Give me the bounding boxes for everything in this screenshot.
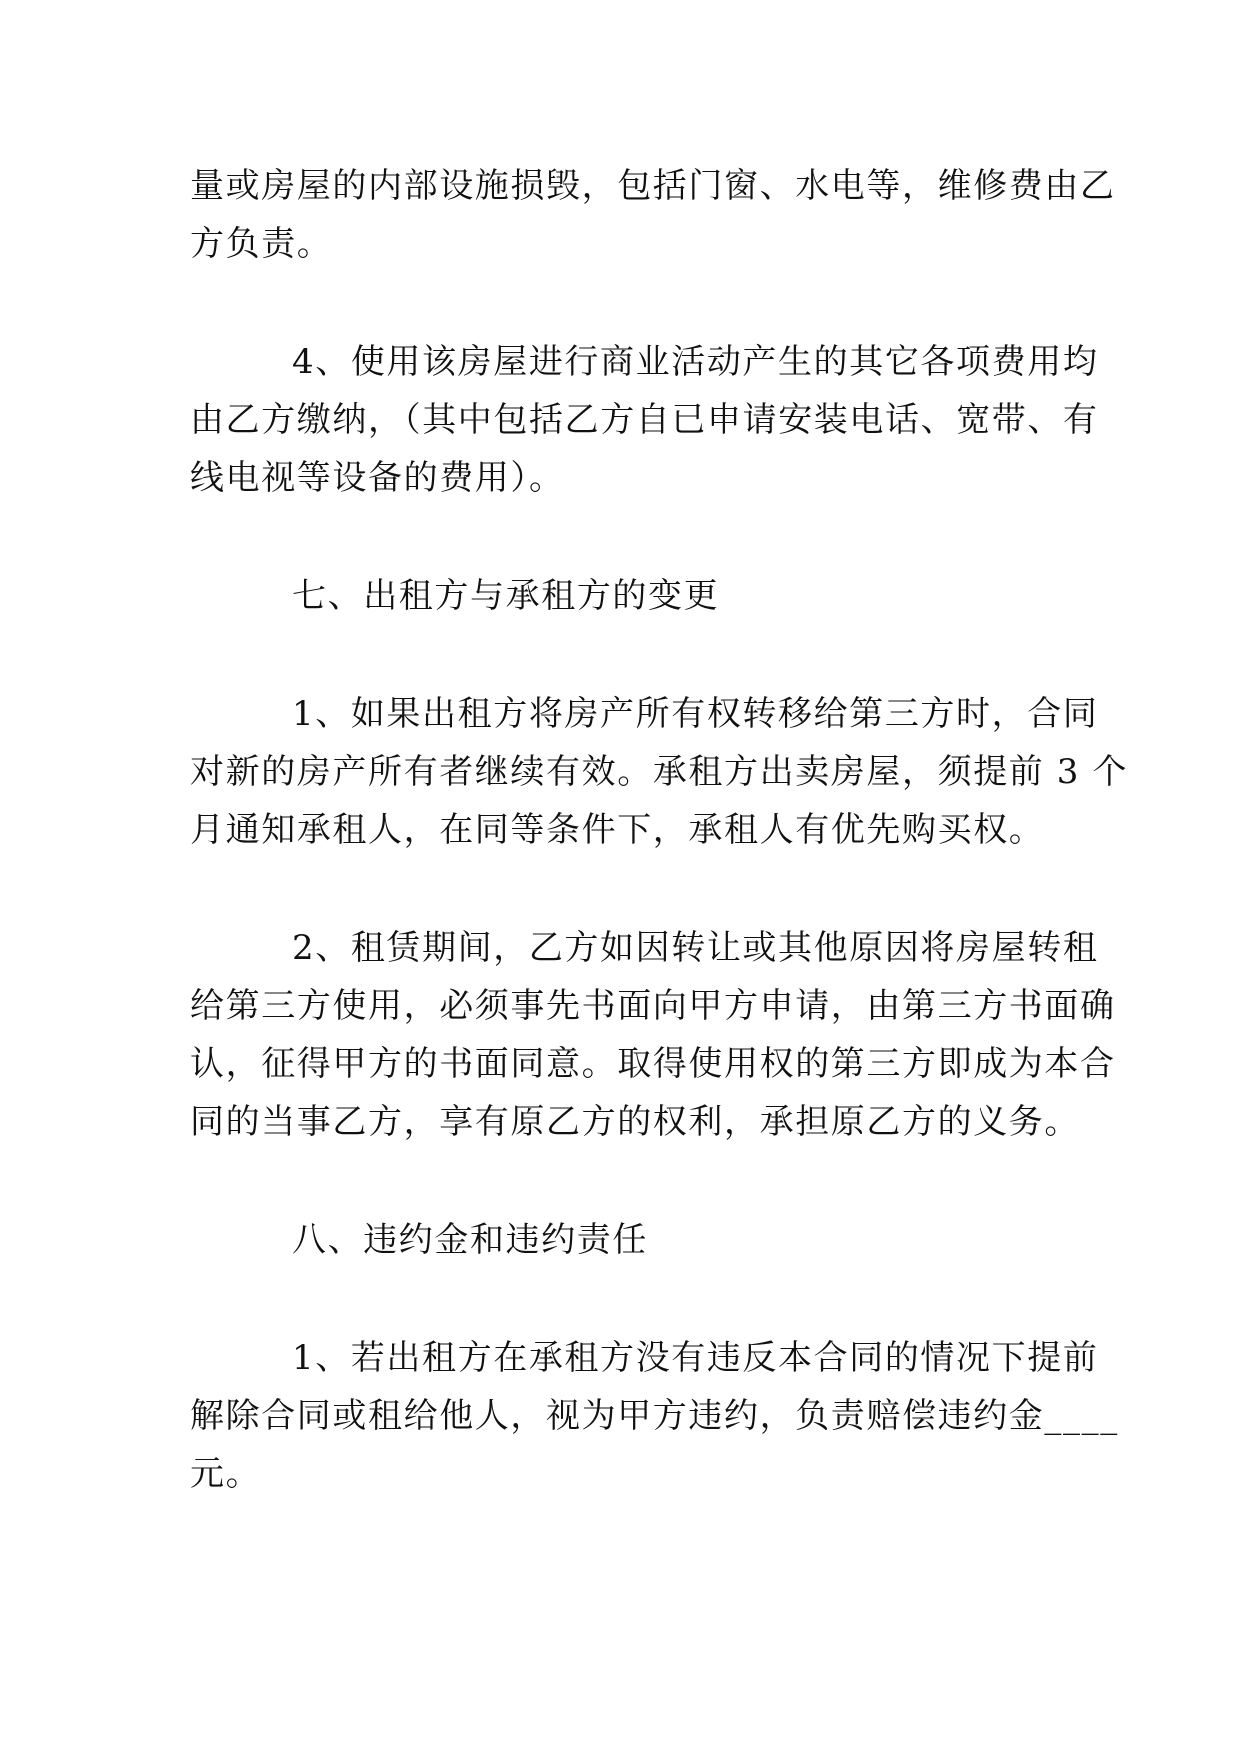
paragraph-4-line-1: 4、使用该房屋进行商业活动产生的其它各项费用均 [292,342,1099,382]
section-8-item-1-line-1: 1、若出租方在承租方没有违反本合同的情况下提前 [292,1338,1099,1378]
section-7-item-1-line-1: 1、如果出租方将房产所有权转移给第三方时，合同 [292,694,1099,734]
section-8-item-1-line-2: 解除合同或租给他人，视为甲方违约，负责赔偿违约金____ [190,1396,1119,1436]
section-7-item-2-line-3: 认，征得甲方的书面同意。取得使用权的第三方即成为本合 [190,1044,1116,1084]
section-7-item-2-line-2: 给第三方使用，必须事先书面向甲方申请，由第三方书面确 [190,986,1116,1026]
section-7-item-2-line-4: 同的当事乙方，享有原乙方的权利，承担原乙方的义务。 [190,1102,1080,1142]
section-8-heading: 八、违约金和违约责任 [292,1220,648,1260]
paragraph-3-line-1: 量或房屋的内部设施损毁，包括门窗、水电等，维修费由乙 [190,166,1116,206]
section-7-item-1-line-2: 对新的房产所有者继续有效。承租方出卖房屋，须提前 3 个 [190,752,1129,792]
paragraph-4-line-2: 由乙方缴纳，（其中包括乙方自已申请安装电话、宽带、有 [190,400,1099,440]
section-7-heading: 七、出租方与承租方的变更 [292,576,720,616]
paragraph-4-line-3: 线电视等设备的费用）。 [190,458,565,498]
paragraph-3-line-2: 方负责。 [190,224,333,264]
section-7-item-1-line-3: 月通知承租人，在同等条件下，承租人有优先购买权。 [190,810,1045,850]
section-7-item-2-line-1: 2、租赁期间，乙方如因转让或其他原因将房屋转租 [292,928,1099,968]
section-8-item-1-line-3: 元。 [190,1454,262,1494]
